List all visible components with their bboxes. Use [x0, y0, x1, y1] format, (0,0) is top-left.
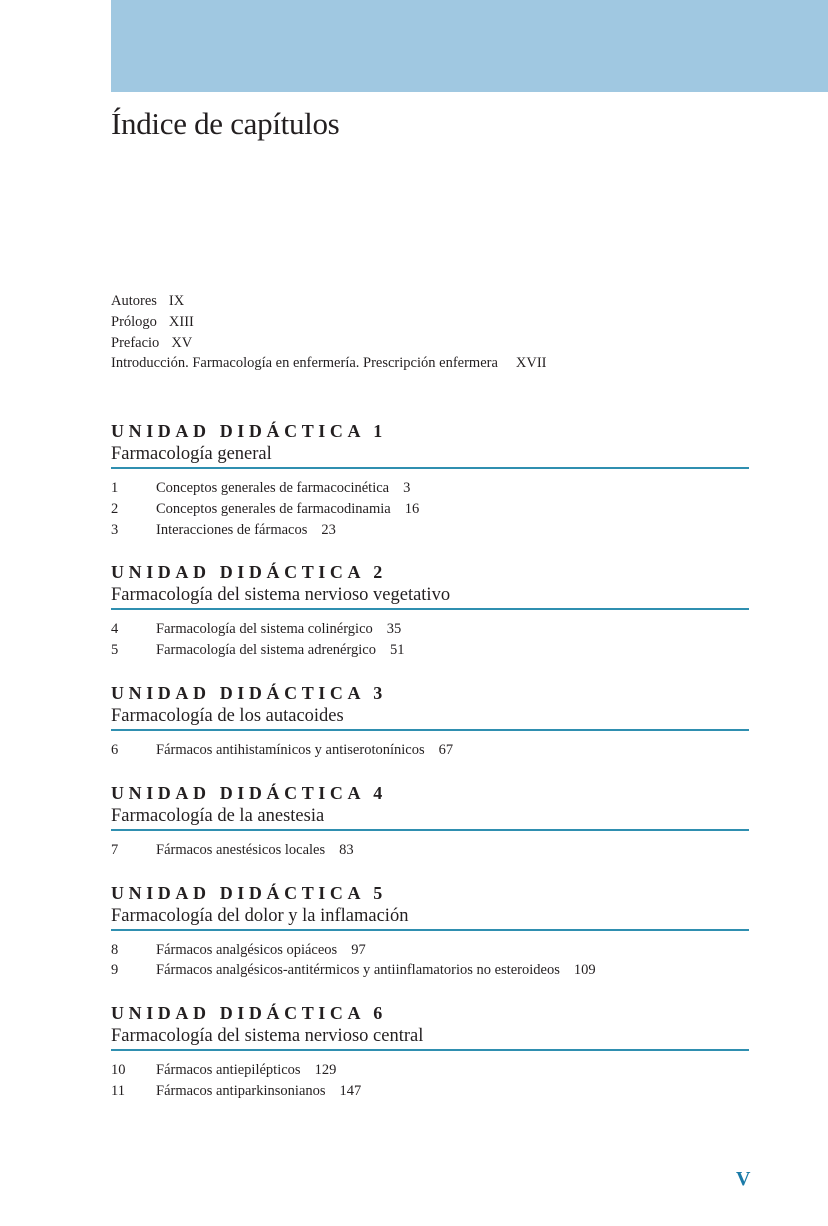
unit-label: UNIDAD DIDÁCTICA 4	[111, 782, 387, 803]
unit-label: UNIDAD DIDÁCTICA 1	[111, 421, 387, 441]
chapter-page: 109	[573, 962, 596, 979]
page-number: V	[736, 1168, 751, 1190]
chapter-number: 8	[111, 941, 119, 958]
chapter-entry[interactable]	[111, 960, 749, 981]
unit-label: UNIDAD DIDÁCTICA 3	[111, 682, 387, 703]
unit-title: Farmacología de los autacoides	[111, 704, 749, 731]
unit-label: UNIDAD DIDÁCTICA 6	[111, 1003, 387, 1024]
unit-section	[111, 682, 749, 761]
chapter-page: 83	[339, 841, 354, 858]
unit-section	[111, 782, 749, 861]
chapter-page: 16	[404, 500, 420, 517]
chapter-entry[interactable]	[111, 840, 749, 861]
chapter-entry[interactable]	[111, 1081, 749, 1102]
chapter-list	[111, 740, 749, 761]
chapter-title: Interacciones de fármacos	[156, 521, 308, 538]
chapter-number: 5	[111, 642, 119, 659]
chapter-number: 11	[111, 1082, 125, 1099]
front-matter-item[interactable]	[111, 333, 547, 354]
chapter-page: 23	[321, 521, 336, 538]
chapter-number: 10	[111, 1062, 126, 1079]
unit-section	[111, 882, 749, 982]
chapter-number: 2	[111, 500, 119, 517]
chapter-page: 147	[339, 1082, 362, 1099]
chapter-title: Fármacos antihistamínicos y antiserotonínicos	[156, 741, 425, 758]
front-matter-item[interactable]	[111, 312, 547, 333]
front-matter-list	[111, 291, 547, 374]
header-banner	[111, 0, 828, 92]
page-title: Índice de capítulos	[111, 106, 340, 141]
chapter-list	[111, 478, 749, 540]
chapter-number: 7	[111, 841, 119, 858]
chapter-entry[interactable]	[111, 520, 749, 541]
chapter-title: Farmacología del sistema adrenérgico	[156, 642, 376, 659]
unit-label: UNIDAD DIDÁCTICA 5	[111, 882, 387, 903]
front-matter-label: Autores	[111, 293, 157, 309]
chapter-title: Farmacología del sistema colinérgico	[156, 621, 373, 638]
chapter-number: 3	[111, 521, 119, 538]
chapter-number: 6	[111, 741, 119, 758]
unit-title: Farmacología de la anestesia	[111, 804, 749, 831]
chapter-number: 4	[111, 621, 119, 638]
chapter-entry[interactable]	[111, 640, 749, 661]
unit-section	[111, 1002, 749, 1102]
chapter-number: 1	[111, 480, 119, 496]
chapter-list	[111, 619, 749, 661]
chapter-list	[111, 840, 749, 861]
chapter-page: 97	[351, 941, 366, 958]
chapter-entry[interactable]	[111, 740, 749, 761]
chapter-title: Fármacos antiepilépticos	[156, 1062, 301, 1079]
chapter-title: Fármacos analgésicos opiáceos	[156, 941, 338, 958]
unit-section	[111, 561, 749, 661]
front-matter-item[interactable]	[111, 291, 547, 312]
chapter-entry[interactable]	[111, 478, 749, 499]
unit-section	[111, 420, 749, 540]
unit-title: Farmacología del sistema nervioso vegetativo	[111, 583, 749, 610]
chapter-title: Conceptos generales de farmacodinamia	[156, 500, 391, 517]
chapter-page: 67	[438, 741, 454, 758]
chapter-title: Conceptos generales de farmacocinética	[156, 480, 390, 496]
units-list	[111, 420, 749, 1123]
front-matter-label: Prefacio	[111, 334, 160, 351]
chapter-title: Fármacos analgésicos-antitérmicos y antiinflamatorios no esteroideos	[156, 962, 560, 979]
front-matter-label: Introducción. Farmacología en enfermería. Prescripción enfermera	[111, 355, 498, 372]
chapter-list	[111, 940, 749, 982]
chapter-page: 35	[386, 621, 402, 638]
front-matter-page: XVII	[515, 355, 547, 372]
unit-label: UNIDAD DIDÁCTICA 2	[111, 562, 387, 583]
chapter-number: 9	[111, 962, 119, 979]
chapter-page: 129	[314, 1062, 337, 1079]
chapter-list	[111, 1060, 749, 1102]
unit-title: Farmacología general	[111, 442, 749, 469]
front-matter-label: Prólogo	[111, 313, 157, 330]
front-matter-page: XIII	[168, 313, 194, 330]
chapter-entry[interactable]	[111, 1060, 749, 1081]
chapter-entry[interactable]	[111, 499, 749, 520]
chapter-title: Fármacos antiparkinsonianos	[156, 1082, 326, 1099]
unit-title: Farmacología del sistema nervioso central	[111, 1024, 749, 1051]
chapter-page: 51	[389, 642, 405, 659]
front-matter-page: XV	[171, 334, 193, 351]
unit-title: Farmacología del dolor y la inflamación	[111, 904, 749, 931]
chapter-title: Fármacos anestésicos locales	[156, 841, 326, 858]
front-matter-item[interactable]	[111, 353, 547, 374]
chapter-page: 3	[403, 480, 411, 496]
chapter-entry[interactable]	[111, 940, 749, 961]
front-matter-page: IX	[168, 293, 185, 309]
chapter-entry[interactable]	[111, 619, 749, 640]
